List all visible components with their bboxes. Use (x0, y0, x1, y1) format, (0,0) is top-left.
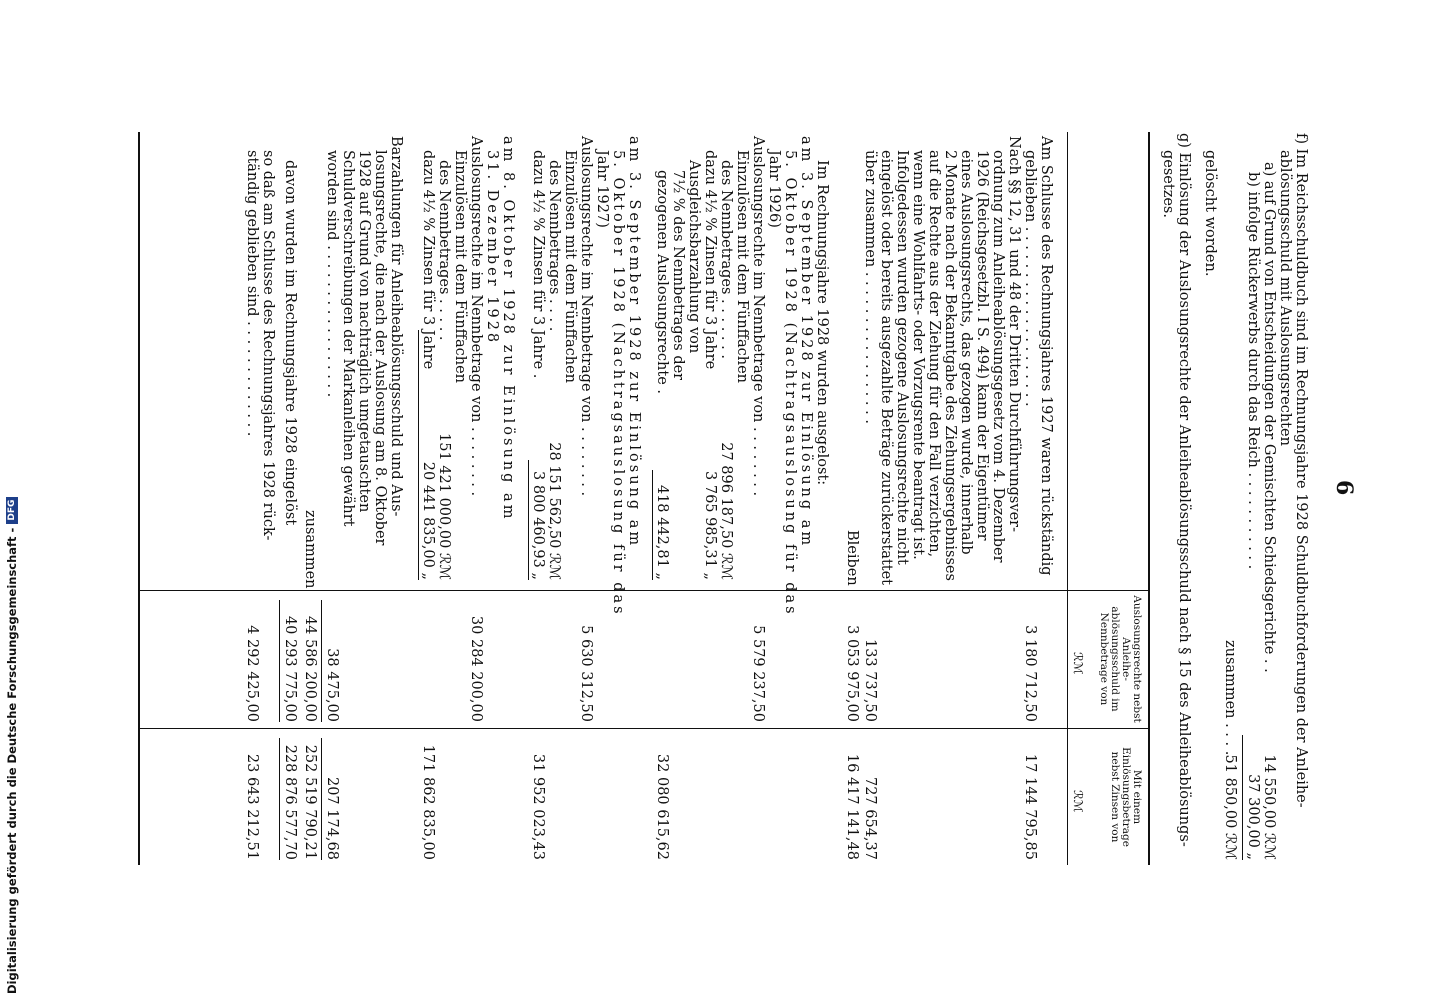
table-column-divider-2 (138, 728, 1150, 729)
block1-line: eingelöst oder bereits ausgezahlte Beträge zurückerstattet (878, 150, 894, 586)
block1-line: eines Auslosungsrechts, das gezogen wurde, innerhalb (958, 150, 974, 555)
block3-line: Jahr 1927) (594, 150, 610, 228)
block1-value-redemption: 17 144 795,85 (1022, 753, 1038, 860)
section-f-item-b-value: 37 300,00 „ (1245, 774, 1261, 860)
remaining-label: so daß am Schlusse des Rechnungsjahres 1928 rück- (260, 150, 276, 541)
block5-value-redemption: 207 174,68 (324, 776, 340, 860)
block5-line: 1928 auf Grund von nachträglich umgetauschten (356, 150, 372, 513)
total-rule-nominal (321, 600, 322, 722)
block3-line: am 3. September 1928 zur Einlösung am (626, 136, 642, 549)
final-rule-nominal (279, 600, 280, 722)
total-redemption: 252 519 790,21 (302, 744, 318, 860)
section-f-intro-cont: ablösungsschuld mit Auslosungsrechten (1277, 150, 1293, 446)
block3-value-redemption: 31 952 023,43 (530, 753, 546, 860)
redeemed-label: davon wurden im Rechnungsjahre 1928 eingelöst (282, 160, 298, 526)
block2-line: Ausgleichsbarzahlung von (686, 160, 702, 354)
block2-heading: Im Rechnungsjahre 1928 wurden ausgelost: (814, 160, 830, 486)
total-nominal: 44 586 200,00 (302, 615, 318, 722)
block4-value-redemption: 171 862 835,00 (420, 744, 436, 860)
table-column-divider-1 (138, 590, 1150, 591)
block1-remaining-redemption: 16 417 141,48 (844, 753, 860, 860)
sum-rule (1242, 735, 1243, 860)
block1-line: auf die Rechte aus der Ziehung für den Fall verzichten, (926, 150, 942, 558)
section-f-intro: f) Im Reichsschuldbuch sind im Rechnungsjahre 1928 Schuldbuchforderungen der Anleihe- (1293, 133, 1309, 808)
block4-line: 31. Dezember 1928 (484, 150, 500, 346)
block1-line: geblieben . . . . . . . . . . . . . . . . . . . . (1022, 150, 1038, 407)
remaining-redemption: 23 643 212,51 (244, 753, 260, 860)
block2-line: 7½ % des Nennbetrages der (670, 170, 686, 381)
section-f-item-a-value: 14 550,00 ℛℳ (1261, 754, 1277, 860)
redeemed-nominal: 40 293 775,00 (282, 615, 298, 722)
table-header-rule (1067, 132, 1068, 865)
block3-line: Auslosungsrechte im Nennbetrage von . . . . . . . . (578, 136, 594, 497)
block4-subvalue: 20 441 835,00 „ (420, 461, 436, 580)
block1-line: wenn eine Wohlfahrts- oder Vorzugsrente beantragt ist. (910, 150, 926, 560)
block2-line: dazu 4½ % Zinsen für 3 Jahre (702, 150, 718, 370)
block3-line: dazu 4½ % Zinsen für 3 Jahre . (530, 150, 546, 379)
table-bottom-rule (138, 132, 140, 865)
final-rule-redemption (279, 738, 280, 860)
column-unit-nominal: ℛℳ (1071, 652, 1085, 675)
block3-line: des Nennbetrages . . . . (546, 160, 562, 332)
block2-line: Jahr 1926) (766, 150, 782, 228)
block5-line: Barzahlungen für Anleiheablösungsschuld und Aus- (388, 136, 404, 517)
footer-text: Digitalisierung gefördert durch die Deutsche Forschungsgemeinschaft - (5, 527, 19, 994)
block2-value-redemption: 32 080 615,62 (654, 753, 670, 860)
block5-line: worden sind . . . . . . . . . . . . . . . . . (324, 150, 340, 398)
page-number: 6 (1331, 480, 1357, 496)
section-f-item-b: b) infolge Rückerwerbs durch das Reich . . . . . . . . . . . (1245, 172, 1261, 570)
block1-line: 1926 (Reichsgesetzbl. I S. 494) kann der Eigentümer (974, 150, 990, 541)
table-top-rule (1148, 132, 1150, 865)
block4-sub-rule (418, 330, 419, 580)
block1-line: Am Schlusse des Rechnungsjahres 1927 waren rückständig (1038, 136, 1054, 576)
block2-line: 5. Oktober 1928 (Nachtragsauslosung für das (782, 150, 798, 617)
dfg-logo: DFG (6, 497, 18, 524)
section-g-heading: g) Einlösung der Auslosungsrechte der Anleiheablösungsschuld nach § 15 des Anleiheablösungs- (1176, 133, 1192, 847)
block4-value-nominal: 30 284 200,00 (468, 615, 484, 722)
section-f-closing: gelöscht worden. (1202, 150, 1218, 277)
block1-line: Nach §§ 12, 31 und 48 der Dritten Durchführungsver- (1006, 136, 1022, 532)
block2-line: gezogenen Auslosungsrechte . (654, 170, 670, 395)
block2-subvalue: 27 896 187,50 ℛℳ (718, 442, 734, 580)
block3-subvalue: 28 151 562,50 ℛℳ (546, 442, 562, 580)
block3-line: Einzulösen mit dem Fünffachen (562, 150, 578, 383)
block2-subvalue: 418 442,81 „ (654, 484, 670, 580)
block1-deduction-redemption: 727 654,37 (862, 776, 878, 860)
block3-value-nominal: 5 630 312,50 (578, 625, 594, 722)
column-header-nominal: Auslosungsrechte nebst Anleihe-ablösungsschuld im Nennbetrage von (1098, 595, 1143, 723)
section-f-total-value: 51 850,00 ℛℳ (1222, 754, 1238, 860)
block1-value-nominal: 3 180 712,50 (1022, 625, 1038, 722)
block2-line: Einzulösen mit dem Fünffachen (734, 150, 750, 383)
total-rule-redemption (321, 738, 322, 860)
block3-subvalue: 3 800 460,93 „ (530, 471, 546, 580)
block1-line: 2 Monate nach der Bekanntgabe des Ziehungsergebnisses (942, 150, 958, 581)
block4-subvalue: 151 421 000,00 ℛℳ (436, 433, 452, 580)
block3-sub-rule (528, 460, 529, 580)
digitization-footer (0, 0, 24, 1000)
block4-line: dazu 4½ % Zinsen für 3 Jahre (420, 150, 436, 370)
block4-line: Einzulösen mit dem Fünffachen (452, 150, 468, 383)
block2-sub-rule (652, 470, 653, 580)
block4-line: am 8. Oktober 1928 zur Einlösung am (500, 136, 516, 522)
block2-line: des Nennbetrages . . . . . . . (718, 160, 734, 359)
block1-remaining-nominal: 3 053 975,00 (844, 625, 860, 722)
block4-line: Auslosungsrechte im Nennbetrage von . . . . . . . . (468, 136, 484, 497)
column-unit-redemption: ℛℳ (1071, 790, 1085, 813)
block5-line: Schuldverschreibungen der Markanleihen gewährt (340, 150, 356, 527)
block1-deduction-nominal: 133 737,50 (862, 638, 878, 722)
block2-subvalue: 3 765 985,31 „ (702, 471, 718, 580)
block5-value-nominal: 38 475,00 (324, 648, 340, 722)
block2-line: Auslosungsrechte im Nennbetrage von . . . . . . . . (750, 136, 766, 497)
remaining-label-cont: ständig geblieben sind . . . . . . . . . . . . . (244, 150, 260, 437)
block1-line: ordnung zum Anleiheablösungsgesetz vom 4. Dezember (990, 150, 1006, 563)
block2-value-nominal: 5 579 237,50 (750, 625, 766, 722)
section-f-total-label: zusammen . . . . (1222, 640, 1238, 756)
section-f-item-a: a) auf Grund von Entscheidungen der Gemischten Schiedsgerichte . . (1261, 162, 1277, 673)
block2-line: am 3. September 1928 zur Einlösung am (798, 136, 814, 549)
block4-line: des Nennbetrages . . . . . (436, 160, 452, 341)
block1-line: Infolgedessen wurden gezogene Auslosungsrechte nicht (894, 150, 910, 565)
remaining-nominal: 4 292 425,00 (244, 625, 260, 722)
column-header-redemption: Mit einem Einlösungsbetrage nebst Zinsen von (1109, 747, 1143, 847)
block1-line: über zusammen . . . . . . . . . . . . . . . . . (862, 150, 878, 424)
total-label: zusammen (302, 510, 318, 589)
redeemed-redemption: 228 876 577,70 (282, 744, 298, 860)
section-g-heading-cont: gesetzes. (1160, 150, 1176, 218)
block3-line: 5. Oktober 1928 (Nachtragsauslosung für das (610, 150, 626, 617)
block5-line: losungsrechte, die nach der Auslosung am 8. Oktober (372, 150, 388, 546)
block1-remaining-label: Bleiben (844, 530, 860, 586)
